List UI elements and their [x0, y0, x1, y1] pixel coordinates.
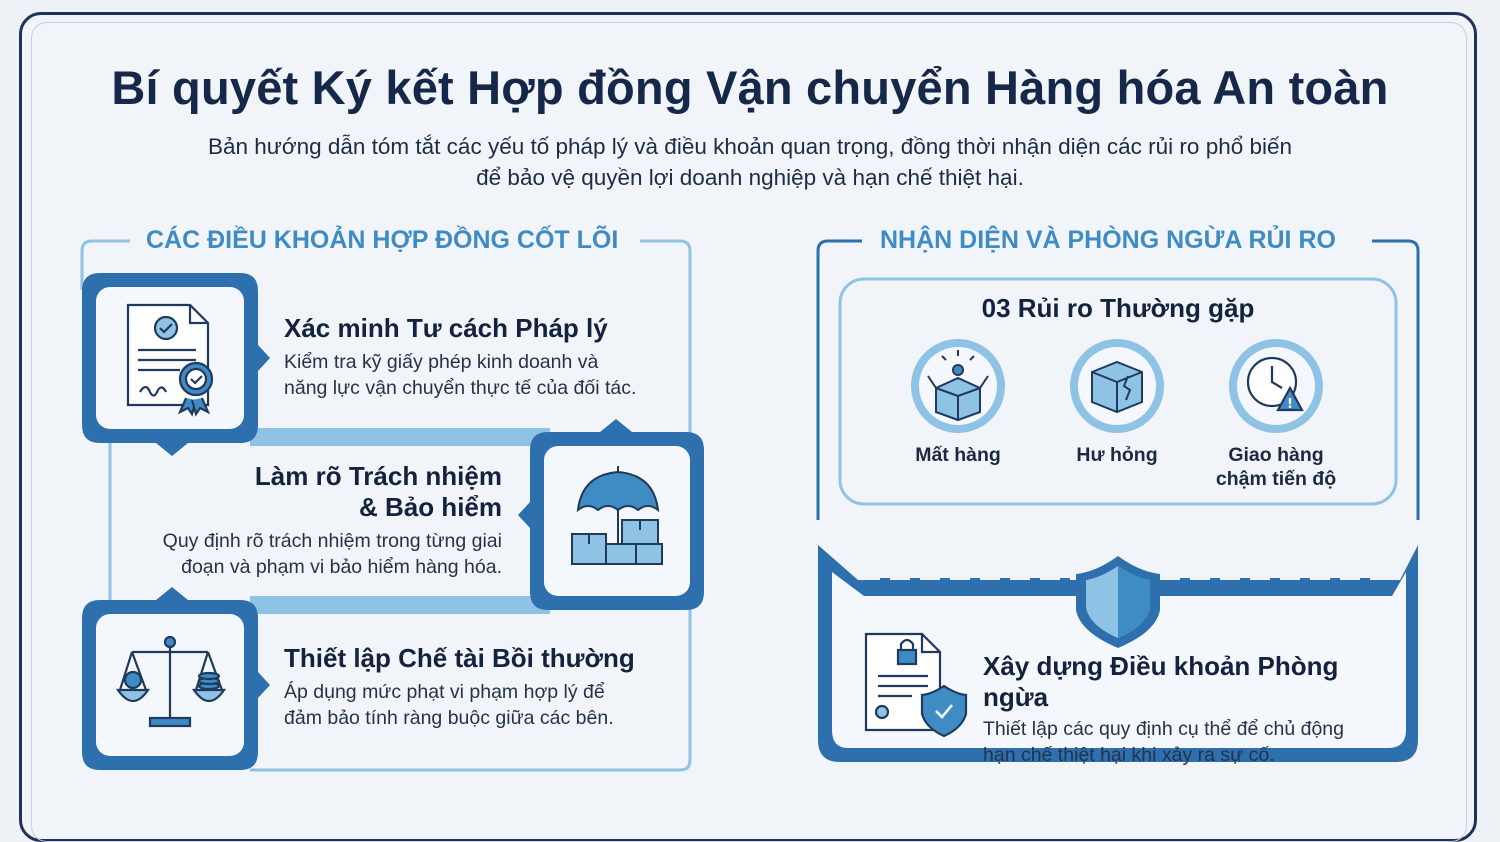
item-responsibility-insurance	[100, 461, 502, 580]
svg-text:!: !	[1287, 397, 1293, 412]
item-2-title-line-2: & Bảo hiểm	[358, 492, 502, 522]
lost-package-icon	[911, 339, 1005, 433]
item-1-title: Xác minh Tư cách Pháp lý	[284, 313, 608, 343]
subtitle-line-1: Bản hướng dẫn tóm tắt các yếu tố pháp lý và điều khoản quan trọng, đồng thời nhận diện các rủi ro phổ biến	[207, 134, 1293, 159]
risk-label-late	[1191, 443, 1361, 491]
item-3-desc-line-1: Áp dụng mức phạt vi phạm hợp lý để	[284, 681, 605, 703]
clock-warning-icon	[1229, 339, 1323, 433]
item-2-desc-line-2: đoạn và phạm vi bảo hiểm hàng hóa.	[181, 556, 502, 578]
page-title: Bí quyết Ký kết Hợp đồng Vận chuyển Hàng hóa An toàn	[111, 61, 1389, 114]
item-1-desc-line-1: Kiểm tra kỹ giấy phép kinh doanh và	[284, 351, 599, 373]
left-section-heading: CÁC ĐIỀU KHOẢN HỢP ĐỒNG CỐT LÕI	[132, 226, 632, 255]
item-2-desc-line-1: Quy định rõ trách nhiệm trong từng giai	[162, 530, 502, 552]
prevention-text	[983, 651, 1403, 768]
prevention-desc-line-2: hạn chế thiệt hại khi xảy ra sự cố.	[983, 744, 1275, 766]
risk-label-lost: Mất hàng	[915, 444, 1001, 466]
item-3-title: Thiết lập Chế tài Bồi thường	[284, 643, 635, 673]
damaged-box-icon	[1070, 339, 1164, 433]
item-1-desc-line-2: năng lực vận chuyển thực tế của đối tác.	[284, 377, 637, 399]
right-section-heading: NHẬN DIỆN VÀ PHÒNG NGỪA RỦI RO	[866, 226, 1350, 255]
icon-box-3	[82, 587, 270, 770]
item-legal-verification	[284, 313, 684, 401]
risk-label-late-line-1: Giao hàng	[1228, 444, 1324, 466]
connector-band-1	[250, 428, 550, 446]
item-3-desc-line-2: đảm bảo tính ràng buộc giữa các bên.	[284, 707, 614, 729]
connector-band-2	[250, 596, 550, 614]
risk-label-damaged: Hư hỏng	[1076, 444, 1158, 466]
certificate-icon	[128, 305, 212, 414]
risk-box-title: 03 Rủi ro Thường gặp	[981, 293, 1255, 323]
item-2-title-line-1: Làm rõ Trách nhiệm	[254, 461, 502, 491]
prevention-desc-line-1: Thiết lập các quy định cụ thể để chủ động	[983, 718, 1344, 740]
subtitle-line-2: để bảo vệ quyền lợi doanh nghiệp và hạn chế thiệt hại.	[476, 165, 1024, 190]
risk-label-late-line-2: chậm tiến độ	[1215, 468, 1337, 490]
item-compensation-penalty	[284, 643, 684, 731]
prevention-title: Xây dựng Điều khoản Phòng ngừa	[983, 651, 1339, 712]
icon-box-2	[518, 419, 704, 610]
